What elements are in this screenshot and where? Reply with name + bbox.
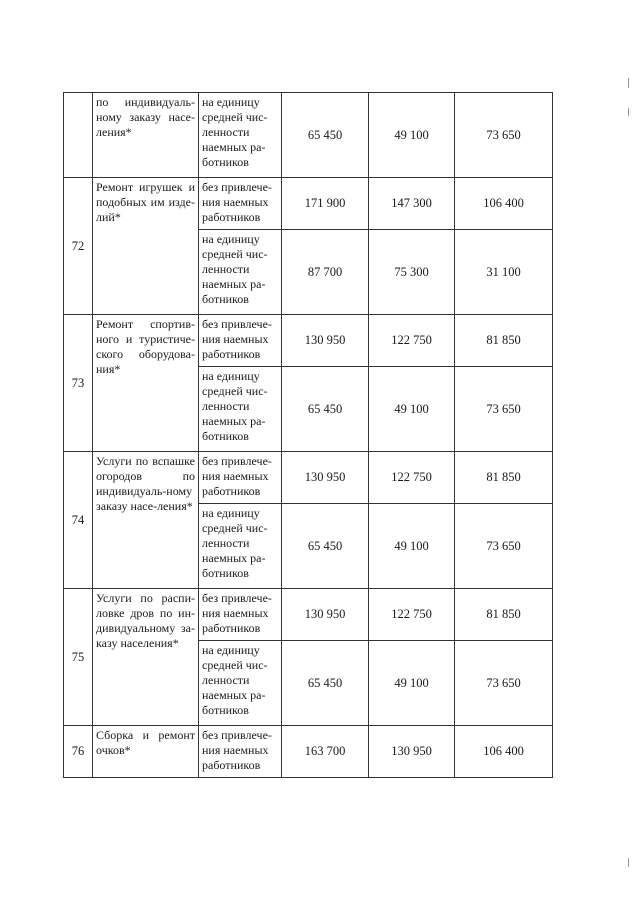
unit-cell: на единицу средней чис- ленности наемных ра- ботников [199,230,282,315]
value-cell-3: 31 100 [455,230,553,315]
value-cell-3: 73 650 [455,641,553,726]
service-name: Сборка и ремонт очков* [93,726,199,778]
value-cell-2: 122 750 [369,452,455,504]
value-cell-2: 130 950 [369,726,455,778]
service-name: Услуги по вспашке огородов по индивидуаль-ному заказу насе-ления* [93,452,199,589]
unit-cell: без привлече- ния наемных работников [199,726,282,778]
value-cell-1: 65 450 [282,504,369,589]
margin-mark [628,858,629,867]
value-cell-2: 122 750 [369,315,455,367]
service-name: по индивидуаль-ному заказу насе-ления* [93,93,199,178]
value-cell-2: 49 100 [369,504,455,589]
row-number: 73 [64,315,93,452]
margin-mark [628,108,629,116]
value-cell-3: 73 650 [455,504,553,589]
table-row [64,589,553,641]
row-number: 72 [64,178,93,315]
value-cell-3: 81 850 [455,589,553,641]
table-row [64,178,553,230]
table-row [64,93,553,178]
row-number: 76 [64,726,93,778]
value-cell-1: 130 950 [282,452,369,504]
value-cell-1: 171 900 [282,178,369,230]
value-cell-1: 130 950 [282,315,369,367]
margin-mark [628,78,629,88]
unit-cell: на единицу средней чис- ленности наемных ра- ботников [199,367,282,452]
value-cell-3: 73 650 [455,367,553,452]
value-cell-2: 49 100 [369,93,455,178]
service-name: Услуги по распи-ловке дров по ин-дивидуальному за-казу населения* [93,589,199,726]
service-name: Ремонт игрушек и подобных им изде-лий* [93,178,199,315]
table-row [64,452,553,504]
value-cell-1: 163 700 [282,726,369,778]
value-cell-3: 81 850 [455,452,553,504]
unit-cell: на единицу средней чис- ленности наемных ра- ботников [199,93,282,178]
value-cell-3: 106 400 [455,178,553,230]
value-cell-1: 87 700 [282,230,369,315]
value-cell-2: 49 100 [369,641,455,726]
unit-cell: без привлече- ния наемных работников [199,452,282,504]
table-row [64,315,553,367]
value-cell-2: 49 100 [369,367,455,452]
value-cell-2: 122 750 [369,589,455,641]
unit-cell: на единицу средней чис- ленности наемных ра- ботников [199,641,282,726]
row-number [64,93,93,178]
value-cell-1: 65 450 [282,641,369,726]
value-cell-3: 81 850 [455,315,553,367]
unit-cell: без привлече- ния наемных работников [199,315,282,367]
row-number: 75 [64,589,93,726]
row-number: 74 [64,452,93,589]
value-cell-3: 106 400 [455,726,553,778]
value-cell-3: 73 650 [455,93,553,178]
value-cell-2: 75 300 [369,230,455,315]
value-cell-1: 65 450 [282,367,369,452]
service-name: Ремонт спортив-ного и туристиче-ского оборудова-ния* [93,315,199,452]
unit-cell: без привлече- ния наемных работников [199,589,282,641]
rates-table [63,92,553,778]
value-cell-2: 147 300 [369,178,455,230]
value-cell-1: 130 950 [282,589,369,641]
table-row [64,726,553,778]
unit-cell: без привлече- ния наемных работников [199,178,282,230]
unit-cell: на единицу средней чис- ленности наемных ра- ботников [199,504,282,589]
value-cell-1: 65 450 [282,93,369,178]
